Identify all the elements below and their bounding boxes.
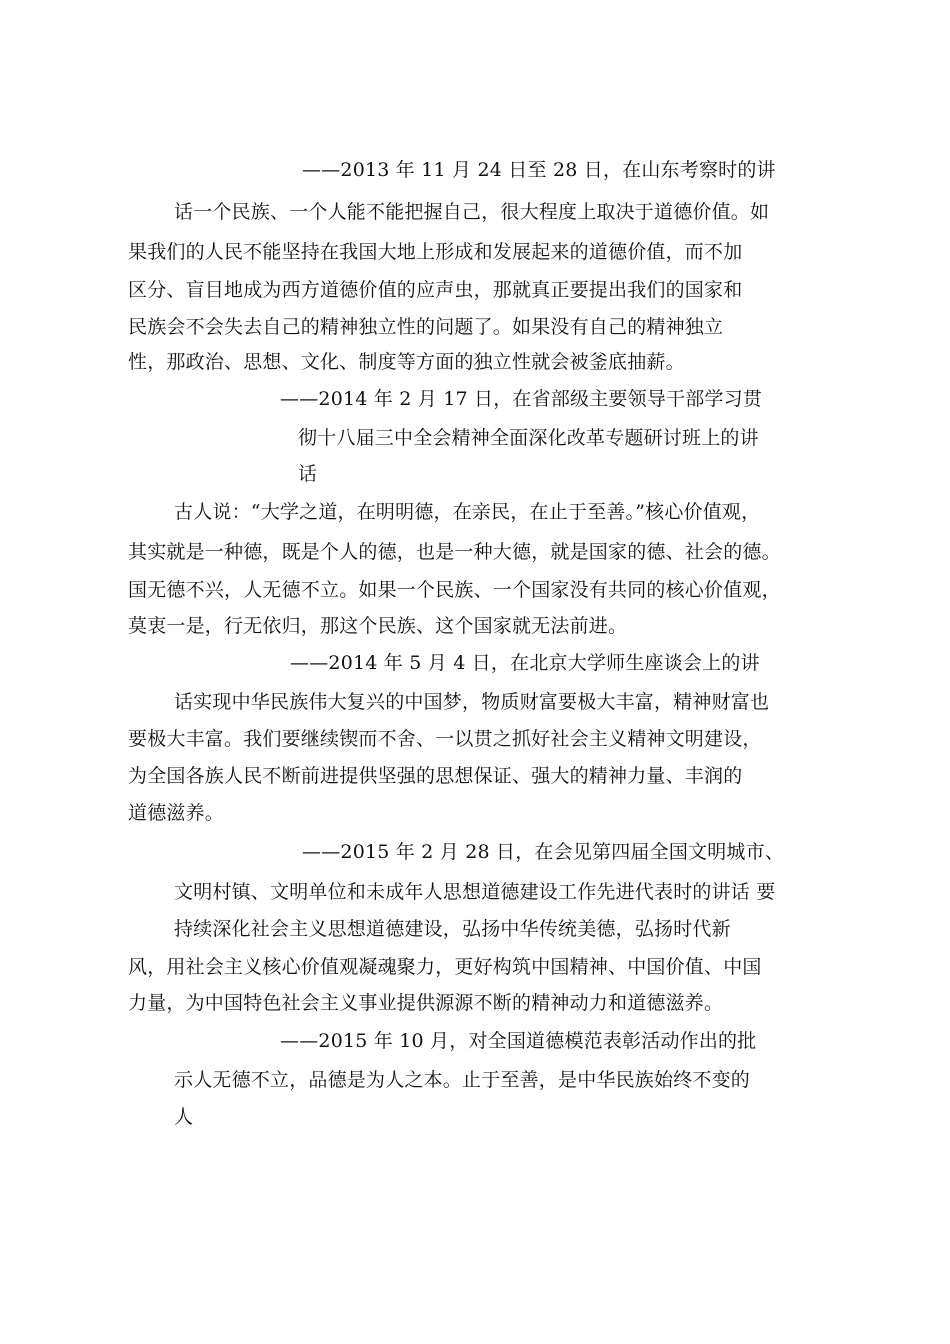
text-line: 持续深化社会主义思想道德建设，弘扬中华传统美德，弘扬时代新 — [174, 918, 731, 940]
citation-line: ——2015 年 2 月 28 日，在会见第四届全国文明城市、 — [302, 841, 785, 863]
citation-line: 话 — [298, 463, 318, 485]
text-line: 性，那政治、思想、文化、制度等方面的独立性就会被釜底抽薪。 — [128, 351, 685, 373]
citation-line: ——2014 年 5 月 4 日，在北京大学师生座谈会上的讲 — [290, 652, 760, 674]
citation-line: 文明村镇、文明单位和未成年人思想道德建设工作先进代表时的讲话 要 — [174, 881, 776, 903]
text-line: 莫衷一是，行无依归，那这个民族、这个国家就无法前进。 — [128, 615, 628, 637]
text-line: 其实就是一种德，既是个人的德，也是一种大德，就是国家的德、社会的德。 — [128, 541, 781, 563]
text-line: 古人说：“大学之道，在明明德，在亲民，在止于至善。”核心价值观， — [174, 501, 761, 523]
citation-line: 彻十八届三中全会精神全面深化改革专题研讨班上的讲 — [298, 427, 759, 449]
text-line: 道德滋养。 — [128, 802, 225, 824]
citation-line: ——2013 年 11 月 24 日至 28 日，在山东考察时的讲 — [302, 159, 776, 181]
text-line: 人 — [174, 1106, 194, 1128]
text-line: 风，用社会主义核心价值观凝魂聚力，更好构筑中国精神、中国价值、中国 — [128, 956, 762, 978]
text-line: 示人无德不立，品德是为人之本。止于至善，是中华民族始终不变的 — [174, 1069, 751, 1091]
citation-line: ——2014 年 2 月 17 日，在省部级主要领导干部学习贯 — [280, 388, 763, 410]
text-line: 民族会不会失去自己的精神独立性的问题了。如果没有自己的精神独立 — [128, 316, 724, 338]
text-line: 区分、盲目地成为西方道德价值的应声虫，那就真正要提出我们的国家和 — [128, 279, 743, 301]
text-line: 要极大丰富。我们要继续锲而不舍、一以贯之抓好社会主义精神文明建设， — [128, 728, 762, 750]
text-line: 话一个民族、一个人能不能把握自己，很大程度上取决于道德价值。如 — [174, 201, 770, 223]
citation-line: ——2015 年 10 月，对全国道德模范表彰活动作出的批 — [280, 1030, 757, 1052]
text-line: 话实现中华民族伟大复兴的中国梦，物质财富要极大丰富，精神财富也 — [174, 691, 770, 713]
text-line: 果我们的人民不能坚持在我国大地上形成和发展起来的道德价值，而不加 — [128, 241, 743, 263]
text-line: 国无德不兴，人无德不立。如果一个民族、一个国家没有共同的核心价值观， — [128, 579, 781, 601]
text-line: 力量，为中国特色社会主义事业提供源源不断的精神动力和道德滋养。 — [128, 992, 724, 1014]
text-line: 为全国各族人民不断前进提供坚强的思想保证、强大的精神力量、丰润的 — [128, 765, 743, 787]
